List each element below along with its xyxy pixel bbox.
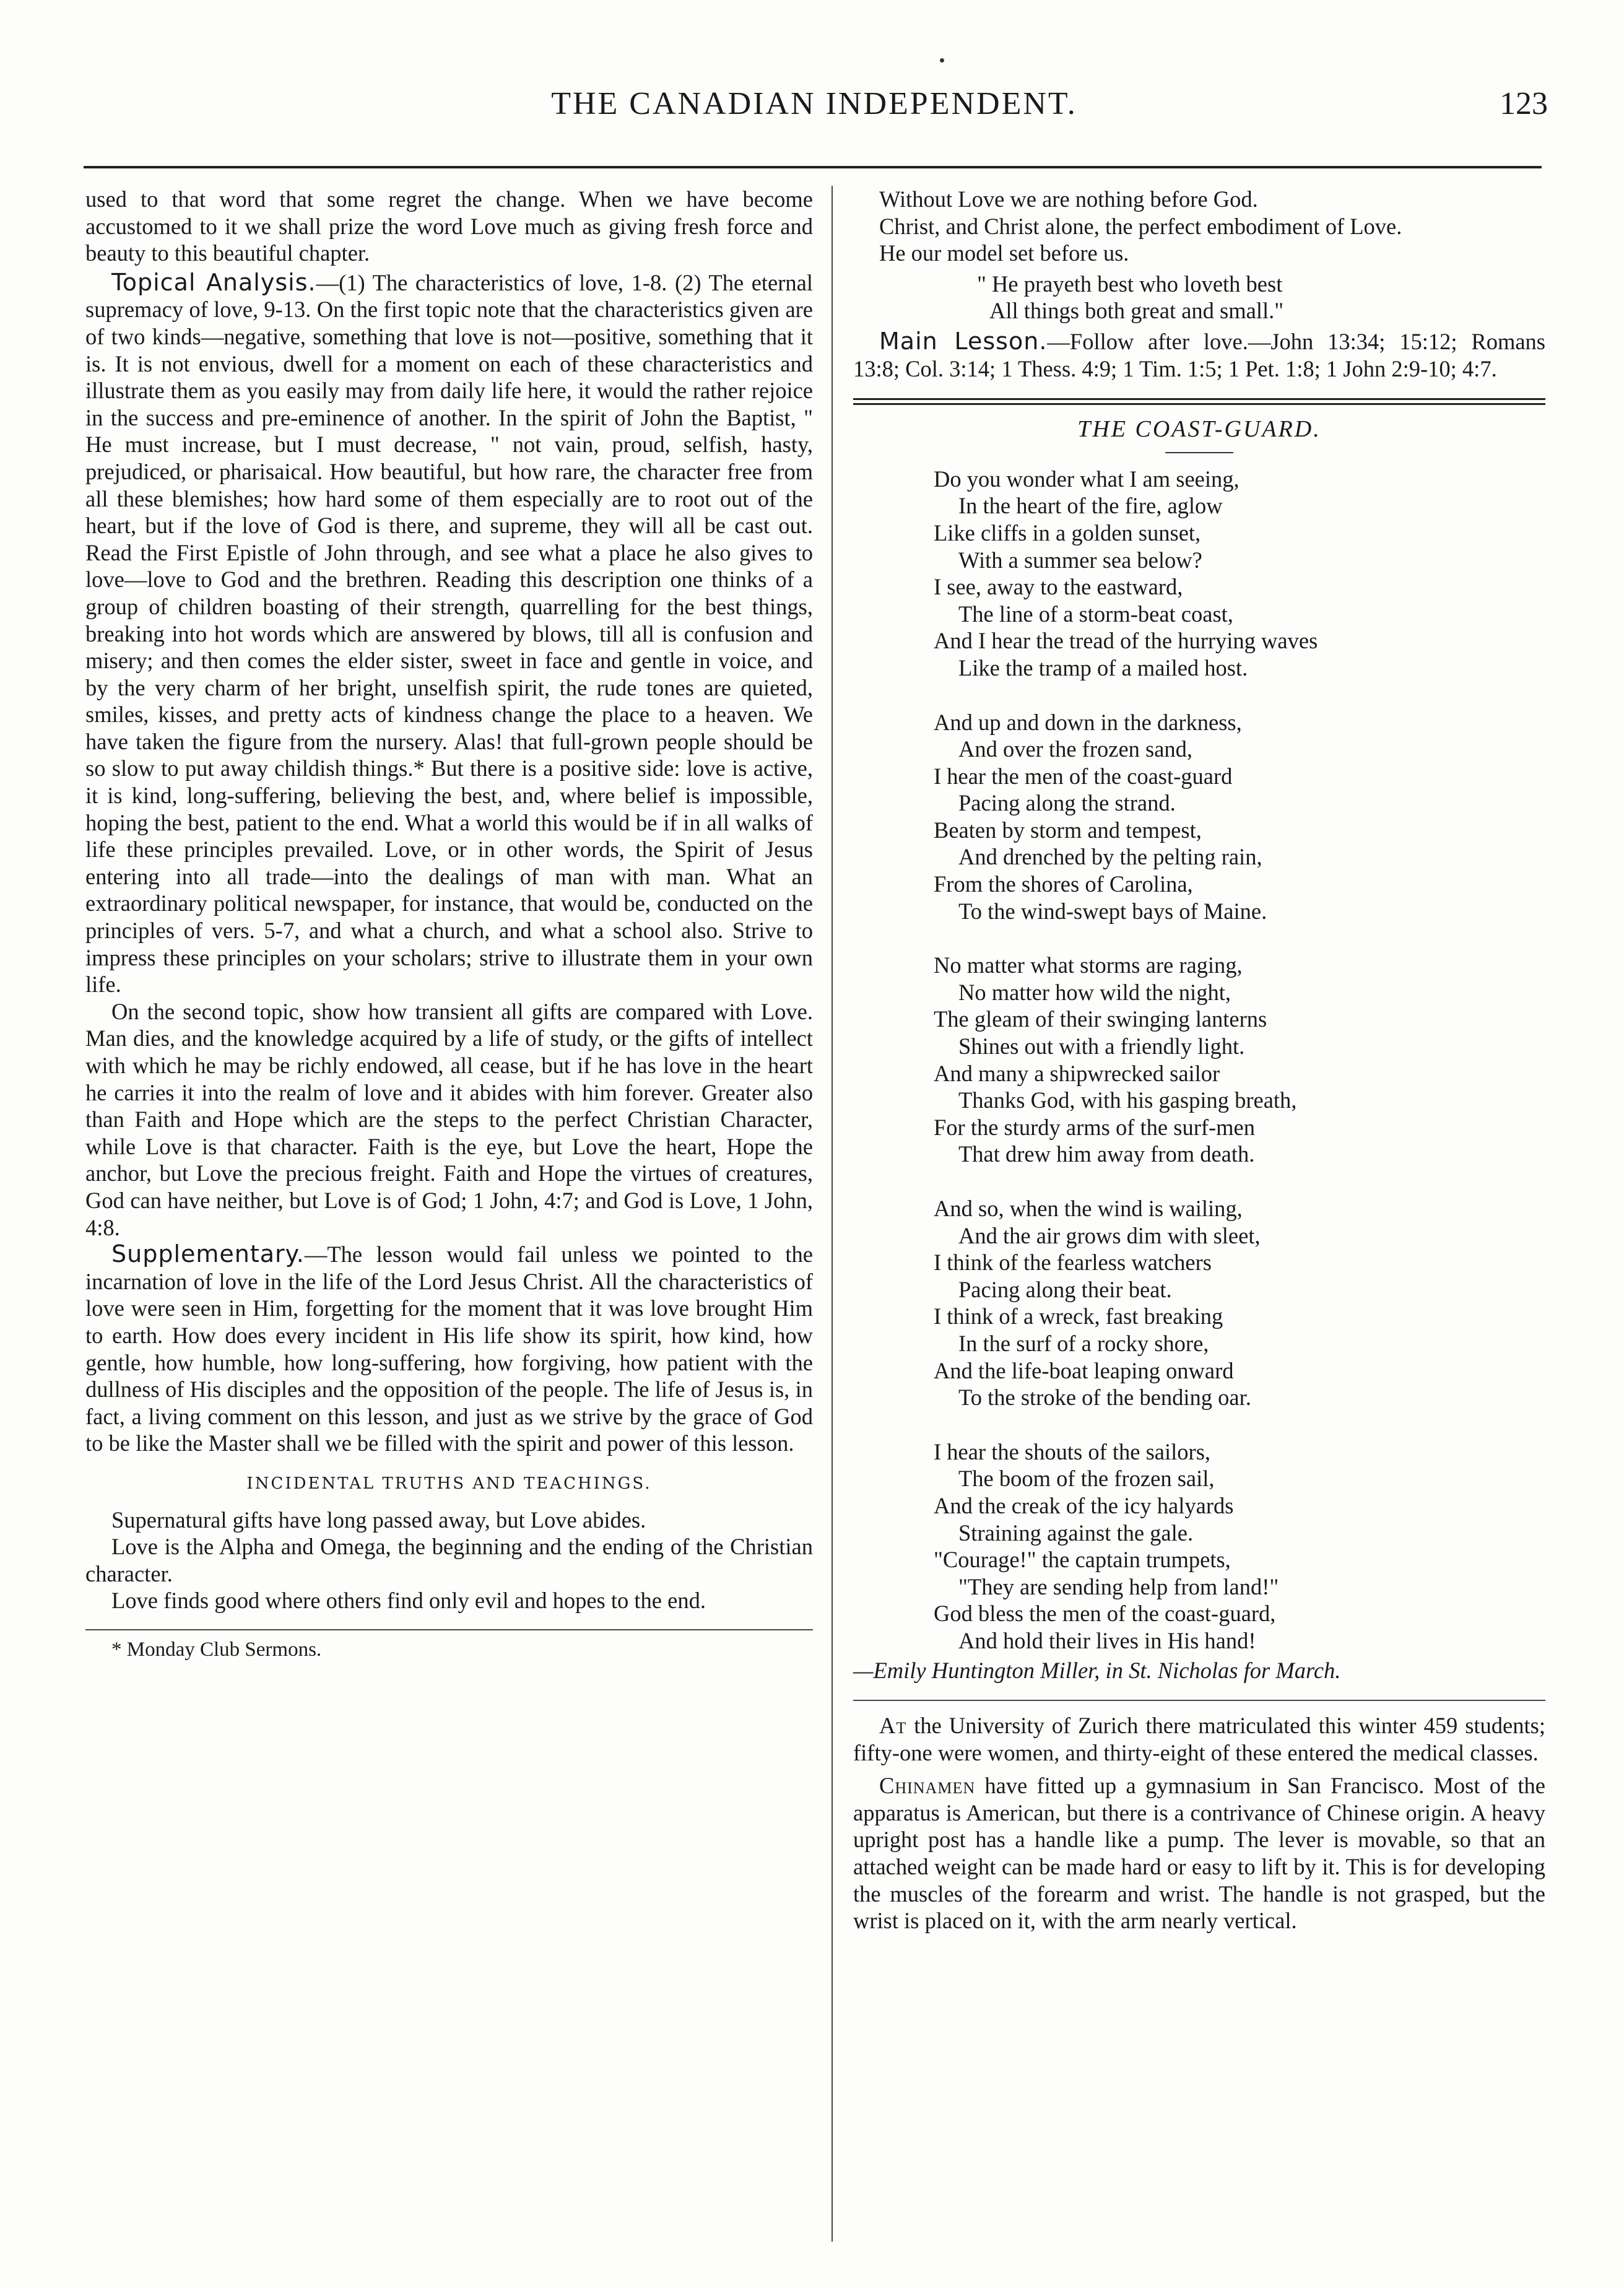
truth-item: He our model set before us.: [879, 240, 1129, 266]
header-rule: [84, 166, 1542, 168]
poem-line: Straining against the gale.: [958, 1520, 1194, 1546]
title-rule: [1165, 452, 1233, 453]
column-divider: [832, 186, 833, 2242]
quote-line: " He prayeth best who loveth best: [977, 271, 1283, 297]
chinamen-lead: Chinamen: [879, 1773, 976, 1799]
footnote: * Monday Club Sermons.: [111, 1638, 322, 1661]
right-column: [853, 186, 1545, 1934]
poem-line: I think of a wreck, fast breaking: [934, 1303, 1223, 1329]
chinamen-item: [853, 1772, 1545, 1934]
poem-line: Like cliffs in a golden sunset,: [934, 520, 1201, 546]
supplementary-paragraph: [85, 1241, 813, 1457]
zurich-item: [853, 1712, 1545, 1766]
truth-item: Love finds good where others find only evil and hopes to the end.: [111, 1588, 706, 1614]
poem-line: The boom of the frozen sail,: [958, 1466, 1215, 1492]
poem-line: Pacing along the strand.: [958, 790, 1176, 816]
poem: [853, 466, 1545, 1655]
ink-speck: [940, 58, 944, 63]
quote-line: All things both great and small.": [989, 298, 1284, 324]
poem-line: With a summer sea below?: [958, 547, 1202, 573]
section-double-rule: [853, 398, 1545, 405]
main-lesson-heading: Main Lesson.: [879, 327, 1048, 355]
poem-line: And I hear the tread of the hurrying waves: [934, 628, 1318, 654]
poem-title: THE COAST-GUARD.: [1077, 416, 1321, 443]
chinamen-body: have fitted up a gymnasium in San Francisco. Most of the apparatus is American, but there is a contrivance of Chinese origin. A heavy upright post has a handle like a pump. The lever is movable, so that an attached weight can be made hard or easy to lift by it. This is for developing the muscles of the forearm and wrist. The handle is not grasped, but the wrist is placed on it, with the arm nearly vertical.: [853, 1773, 1545, 1934]
verse-quote: [853, 271, 1545, 324]
poem-line: Thanks God, with his gasping breath,: [958, 1087, 1297, 1113]
poem-line: God bless the men of the coast-guard,: [934, 1601, 1276, 1627]
poem-line: For the sturdy arms of the surf-men: [934, 1114, 1256, 1140]
poem-line: In the surf of a rocky shore,: [958, 1330, 1209, 1356]
supplementary-heading: Supplementary.: [111, 1240, 305, 1268]
poem-line: Like the tramp of a mailed host.: [958, 655, 1248, 681]
poem-line: And hold their lives in His hand!: [958, 1627, 1256, 1653]
zurich-body: the University of Zurich there matriculated this winter 459 students; fifty-one were women, and thirty-eight of these entered the medical classes.: [853, 1713, 1545, 1765]
poem-line: Beaten by storm and tempest,: [934, 817, 1202, 843]
page-number: 123: [1500, 86, 1548, 121]
poem-line: And the life-boat leaping onward: [934, 1357, 1234, 1383]
poem-line: The gleam of their swinging lanterns: [934, 1006, 1267, 1032]
poem-line: And so, when the wind is wailing,: [934, 1196, 1243, 1221]
poem-attribution: —Emily Huntington Miller, in St. Nicholas for March.: [853, 1657, 1341, 1683]
poem-line: No matter what storms are raging,: [934, 952, 1243, 978]
poem-line: And the creak of the icy halyards: [934, 1492, 1234, 1518]
poem-line: Shines out with a friendly light.: [958, 1033, 1245, 1059]
poem-line: "They are sending help from land!": [958, 1573, 1279, 1599]
poem-line: To the stroke of the bending oar.: [958, 1385, 1251, 1411]
poem-line: And up and down in the darkness,: [934, 709, 1242, 735]
poem-line: That drew him away from death.: [958, 1141, 1255, 1167]
poem-stanza: [934, 1438, 1545, 1655]
poem-line: Do you wonder what I am seeing,: [934, 466, 1240, 492]
poem-line: In the heart of the fire, aglow: [958, 493, 1223, 519]
poem-stanza: [934, 709, 1545, 925]
poem-line: Pacing along their beat.: [958, 1276, 1172, 1302]
journal-title: THE CANADIAN INDEPENDENT.: [551, 86, 1077, 121]
main-lesson-paragraph: [853, 328, 1545, 382]
truth-item: Without Love we are nothing before God.: [879, 186, 1258, 212]
incidental-truths-heading: INCIDENTAL TRUTHS AND TEACHINGS.: [246, 1474, 652, 1493]
poem-line: And the air grows dim with sleet,: [958, 1222, 1261, 1248]
topical-analysis-paragraph: [85, 269, 813, 998]
poem-line: And over the frozen sand,: [958, 736, 1193, 762]
poem-line: And drenched by the pelting rain,: [958, 844, 1262, 870]
truth-item: Love is the Alpha and Omega, the beginning and the ending of the Christian character.: [85, 1534, 813, 1586]
poem-line: No matter how wild the night,: [958, 979, 1231, 1005]
poem-line: I hear the men of the coast-guard: [934, 763, 1233, 789]
footnote-rule: [85, 1629, 813, 1630]
truth-item: Supernatural gifts have long passed away, but Love abides.: [111, 1507, 646, 1533]
poem-line: "Courage!" the captain trumpets,: [934, 1547, 1231, 1573]
truth-item: Christ, and Christ alone, the perfect embodiment of Love.: [879, 213, 1402, 239]
poem-line: And many a shipwrecked sailor: [934, 1060, 1220, 1086]
poem-line: From the shores of Carolina,: [934, 871, 1193, 897]
topical-analysis-heading: Topical Analysis.: [111, 268, 316, 296]
poem-line: I hear the shouts of the sailors,: [934, 1438, 1211, 1464]
poem-line: The line of a storm-beat coast,: [958, 601, 1233, 627]
page-header: [80, 85, 1548, 135]
zurich-lead: At: [879, 1713, 907, 1739]
poem-stanza: [934, 952, 1545, 1168]
left-column: [85, 186, 813, 1663]
supplementary-body: —The lesson would fail unless we pointed to the incarnation of love in the life of the Lord Jesus Christ. All the characteristics of love were seen in Him, forgetting for the moment that it was love brought Him to earth. How does every incident in His life show its spirit, how kind, how gentle, how humble, how long-suffering, how forgiving, how patient with the dullness of His disciples and the opposition of the people. The life of Jesus is, in fact, a living comment on this lesson, and just as we strive by the grace of God to be like the Master shall we be filled with the spirit and power of this lesson.: [85, 1242, 813, 1456]
poem-stanza: [934, 1195, 1545, 1411]
main-lesson-body: —Follow after love.—John 13:34; 15:12; Romans 13:8; Col. 3:14; 1 Thess. 4:9; 1 Tim. 1:5; 1 Pet. 1:8; 1 John 2:9-10; 4:7.: [853, 328, 1546, 381]
opening-paragraph: used to that word that some regret the change. When we have become accustomed to it we shall prize the word Love much as giving fresh force and beauty to this beautiful chapter.: [85, 186, 813, 266]
poem-line: I think of the fearless watchers: [934, 1250, 1212, 1276]
section-rule: [853, 1700, 1545, 1701]
poem-stanza: [934, 466, 1545, 682]
topical-analysis-body: —(1) The characteristics of love, 1-8. (2) The eternal supremacy of love, 9-13. On the first topic note that the characteristics given are of two kinds—negative, something that love is not—positive, something that it is. It is not envious, dwell for a moment on each of these characteristics and illustrate them as you easily may from daily life here, it would the rather rejoice in the success and pre-eminence of another. In the spirit of John the Baptist, " He must increase, but I must decrease, " not vain, proud, selfish, hasty, prejudiced, or pharisaical. How beautiful, but how rare, the character free from all these blemishes; how hard some of them especially are to root out of the heart, but if the love of God is there, and supreme, they will all be cast out. Read the First Epistle of John through, and see what a place he also gives to love—love to God and the brethren. Reading this description one thinks of a group of children boasting of their strength, quarrelling for the best things, breaking into hot words which are answered by blows, till all is confusion and misery; and then comes the elder sister, sweet in face and gentle in voice, and by the very charm of her bright, unselfish spirit, the rude tones are quieted, smiles, kisses, and pretty acts of kindness change the place to a heaven. We have taken the figure from the nursery. Alas! that full-grown people should be so slow to put away childish things.* But there is a positive side: love is active, it is kind, long-suffering, believing the best, and, where belief is impossible, hoping the best, patient to the end. What a world this would be if in all walks of life these principles prevailed. Love, or in other words, the Spirit of Jesus entering into all trade—into the dealings of man with man. What an extraordinary political newspaper, for instance, that would be, conducted on the principles of vers. 5-7, and what a church, and what a school also. Strive to impress these principles on your scholars; strive to illustrate them in your own life.: [85, 269, 813, 998]
poem-line: I see, away to the eastward,: [934, 574, 1183, 600]
second-topic-paragraph: On the second topic, show how transient all gifts are compared with Love. Man dies, and the knowledge acquired by a life of study, or the gifts of intellect with which he may be richly endowed, all cease, but if he has love in the heart he carries it into the realm of love and it abides with him forever. Greater also than Faith and Hope which are the steps to the perfect Christian Character, while Love is that character. Faith is the eye, but Love the heart, Hope the anchor, but Love the precious freight. Faith and Hope the virtues of creatures, God can have neither, but Love is of God; 1 John, 4:7; and God is Love, 1 John, 4:8.: [85, 998, 813, 1240]
poem-line: To the wind-swept bays of Maine.: [958, 898, 1267, 924]
